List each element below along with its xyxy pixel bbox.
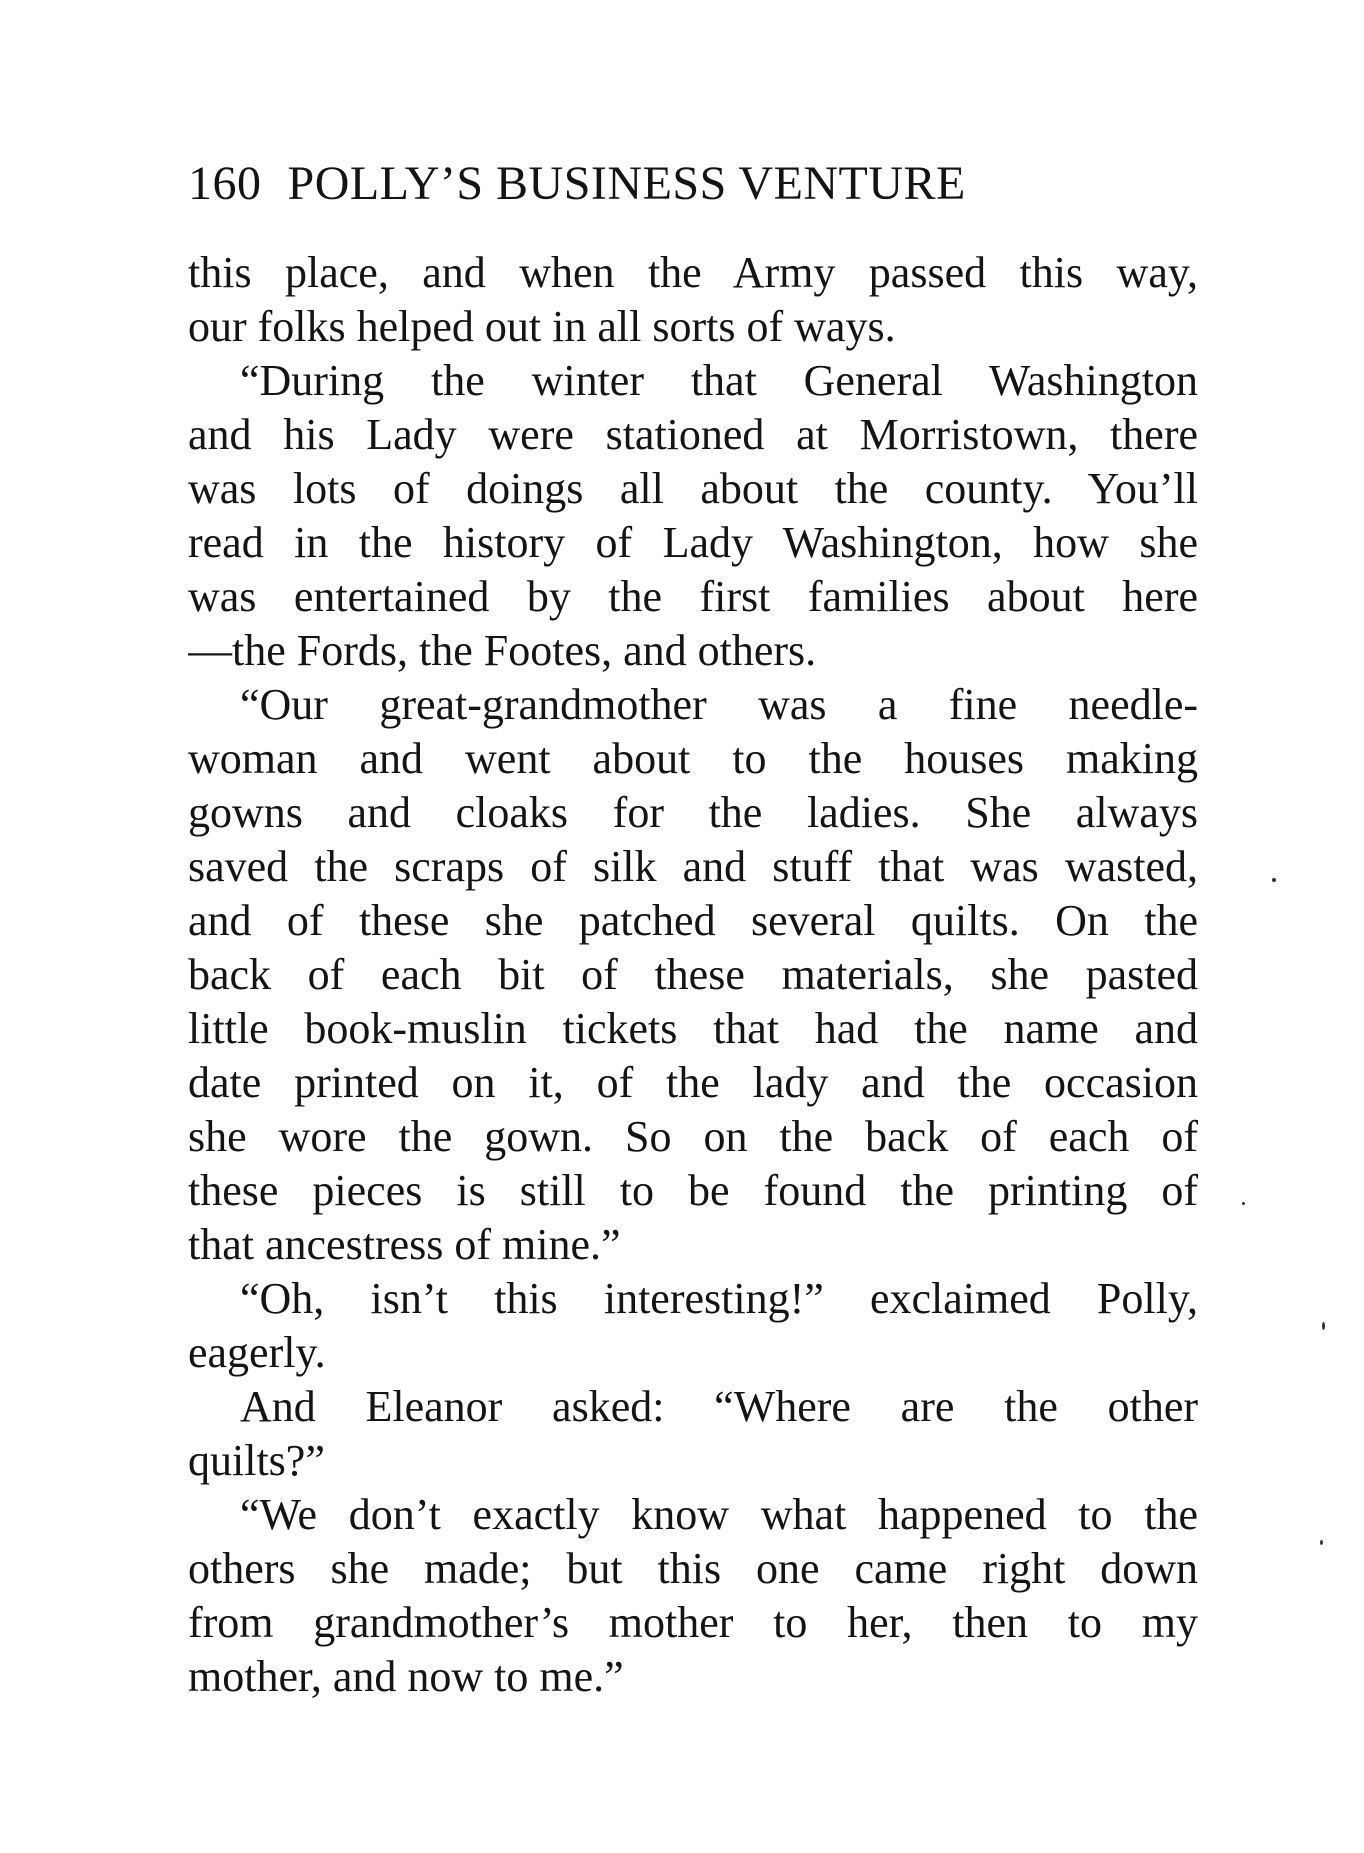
text-line: “Oh, isn’t this interesting!” exclaimed Polly, xyxy=(240,1274,1198,1323)
text-line: eagerly. xyxy=(188,1328,326,1377)
text-line: saved the scraps of silk and stuff that was wasted, xyxy=(188,842,1198,891)
text-line: and his Lady were stationed at Morristown, there xyxy=(188,410,1198,459)
text-line: “Our great-grandmother was a fine needle- xyxy=(240,680,1198,729)
text-line: others she made; but this one came right down xyxy=(188,1544,1198,1593)
scan-speck xyxy=(1242,1202,1245,1205)
text-line: date printed on it, of the lady and the occasion xyxy=(188,1058,1198,1107)
text-line: quilts?” xyxy=(188,1436,325,1485)
text-line: back of each bit of these materials, she pasted xyxy=(188,950,1198,999)
text-line: “During the winter that General Washington xyxy=(240,356,1198,405)
running-title: POLLY’S BUSINESS VENTURE xyxy=(287,157,966,210)
scan-speck xyxy=(1320,1540,1323,1545)
text-line: these pieces is still to be found the printing of xyxy=(188,1166,1198,1215)
page-number: 160 xyxy=(188,157,262,210)
text-line: little book-muslin tickets that had the name and xyxy=(188,1004,1198,1053)
text-line: from grandmother’s mother to her, then to my xyxy=(188,1598,1198,1647)
body-text xyxy=(188,246,1198,1704)
text-line: And Eleanor asked: “Where are the other xyxy=(240,1382,1198,1431)
text-line: gowns and cloaks for the ladies. She always xyxy=(188,788,1198,837)
text-line: mother, and now to me.” xyxy=(188,1652,624,1701)
scan-speck xyxy=(1272,878,1276,882)
text-line: she wore the gown. So on the back of each of xyxy=(188,1112,1198,1161)
text-line: “We don’t exactly know what happened to the xyxy=(240,1490,1198,1539)
text-line: this place, and when the Army passed this way, xyxy=(188,248,1198,297)
text-line: woman and went about to the houses making xyxy=(188,734,1198,783)
text-line: —the Fords, the Footes, and others. xyxy=(188,626,817,675)
text-line: was lots of doings all about the county. You’ll xyxy=(188,464,1198,513)
running-head xyxy=(188,148,1198,220)
text-line: that ancestress of mine.” xyxy=(188,1220,621,1269)
scan-speck xyxy=(1322,1322,1325,1330)
text-line: our folks helped out in all sorts of ways. xyxy=(188,302,896,351)
text-line: read in the history of Lady Washington, how she xyxy=(188,518,1198,567)
text-line: and of these she patched several quilts. On the xyxy=(188,896,1198,945)
text-line: was entertained by the first families about here xyxy=(188,572,1198,621)
